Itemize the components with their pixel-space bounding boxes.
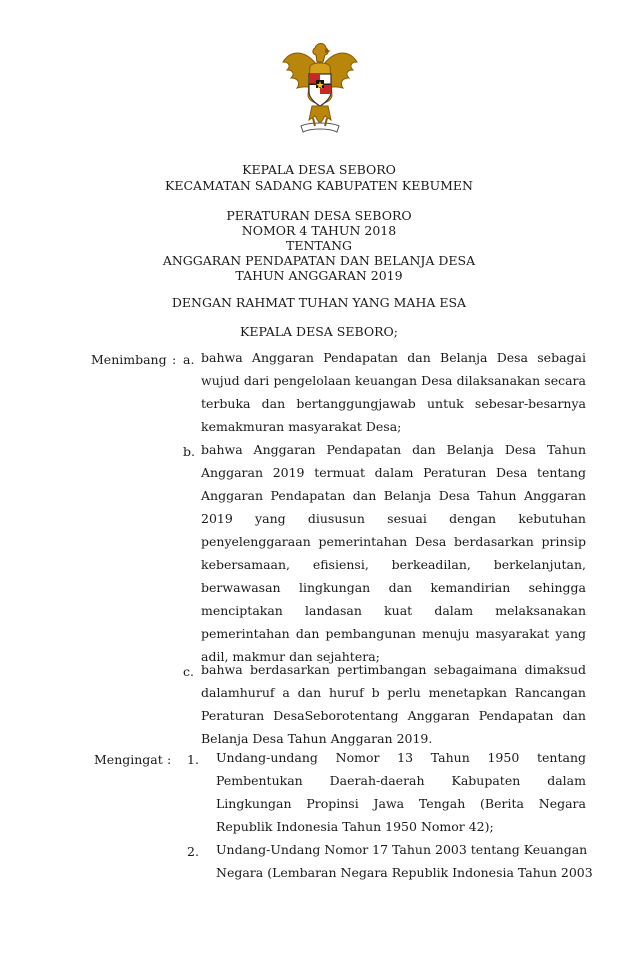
text-line: bahwa Anggaran Pendapatan dan Belanja Desa Tahun bbox=[201, 442, 586, 457]
text-line: Peraturan DesaSeborotentang Anggaran Pendapatan dan bbox=[201, 708, 586, 723]
text-line: Pembentukan Daerah-daerah Kabupaten dalam bbox=[216, 773, 586, 788]
regulation-year: TAHUN ANGGARAN 2019 bbox=[235, 268, 403, 283]
text-line: Lingkungan Propinsi Jawa Tengah (Berita Negara bbox=[216, 796, 586, 811]
mengingat-item-2 bbox=[216, 841, 593, 887]
menimbang-item-a bbox=[201, 349, 586, 441]
text-line: wujud dari pengelolaan keuangan Desa dilaksanakan secara bbox=[201, 373, 586, 388]
invocation: DENGAN RAHMAT TUHAN YANG MAHA ESA bbox=[171, 295, 467, 310]
heading-district: KECAMATAN SADANG KABUPATEN KEBUMEN bbox=[165, 178, 473, 193]
issuer-line: KEPALA DESA SEBORO; bbox=[240, 324, 398, 339]
regulation-about: TENTANG bbox=[285, 238, 352, 253]
menimbang-item-b-marker: b. bbox=[183, 444, 195, 459]
regulation-title: PERATURAN DESA SEBORO bbox=[226, 208, 412, 223]
menimbang-item-c bbox=[201, 661, 586, 753]
menimbang-item-c-marker: c. bbox=[183, 664, 194, 679]
mengingat-item-2-marker: 2. bbox=[187, 844, 199, 859]
garuda-emblem-icon bbox=[279, 40, 361, 140]
text-line: Negara (Lembaran Negara Republik Indonesia Tahun 2003 bbox=[216, 865, 593, 880]
menimbang-colon: : bbox=[172, 352, 177, 367]
menimbang-label: Menimbang bbox=[91, 352, 167, 367]
text-line: Undang-Undang Nomor 17 Tahun 2003 tentang Keuangan bbox=[216, 842, 588, 857]
mengingat-label: Mengingat bbox=[94, 752, 163, 767]
text-line: adil, makmur dan sejahtera; bbox=[201, 649, 380, 664]
mengingat-item-1 bbox=[216, 749, 586, 841]
text-line: Undang-undang Nomor 13 Tahun 1950 tentang bbox=[216, 750, 586, 765]
menimbang-item-b bbox=[201, 441, 586, 671]
text-line: pemerintahan dan pembangunan menuju masyarakat yang bbox=[201, 626, 586, 641]
heading-official-title: KEPALA DESA SEBORO bbox=[242, 162, 396, 177]
text-line: Anggaran 2019 termuat dalam Peraturan Desa tentang bbox=[201, 465, 586, 480]
text-line: kebersamaan, efisiensi, berkeadilan, berkelanjutan, bbox=[201, 557, 586, 572]
text-line: bahwa berdasarkan pertimbangan sebagaimana dimaksud bbox=[201, 662, 586, 677]
text-line: Belanja Desa Tahun Anggaran 2019. bbox=[201, 731, 433, 746]
text-line: 2019 yang diususun sesuai dengan kebutuhan bbox=[201, 511, 586, 526]
regulation-subject: ANGGARAN PENDAPATAN DAN BELANJA DESA bbox=[162, 253, 476, 268]
text-line: menciptakan landasan kuat dalam melaksanakan bbox=[201, 603, 586, 618]
text-line: bahwa Anggaran Pendapatan dan Belanja Desa sebagai bbox=[201, 350, 586, 365]
text-line: berwawasan lingkungan dan kemandirian sehingga bbox=[201, 580, 586, 595]
text-line: dalamhuruf a dan huruf b perlu menetapkan Rancangan bbox=[201, 685, 586, 700]
menimbang-item-a-marker: a. bbox=[183, 352, 195, 367]
text-line: kemakmuran masyarakat Desa; bbox=[201, 419, 402, 434]
mengingat-item-1-marker: 1. bbox=[187, 752, 199, 767]
text-line: Anggaran Pendapatan dan Belanja Desa Tahun Anggaran bbox=[201, 488, 586, 503]
text-line: terbuka dan bertanggungjawab untuk sebesar-besarnya bbox=[201, 396, 586, 411]
mengingat-colon: : bbox=[167, 752, 172, 767]
regulation-number: NOMOR 4 TAHUN 2018 bbox=[241, 223, 397, 238]
text-line: penyelenggaraan pemerintahan Desa berdasarkan prinsip bbox=[201, 534, 586, 549]
text-line: Republik Indonesia Tahun 1950 Nomor 42); bbox=[216, 819, 494, 834]
